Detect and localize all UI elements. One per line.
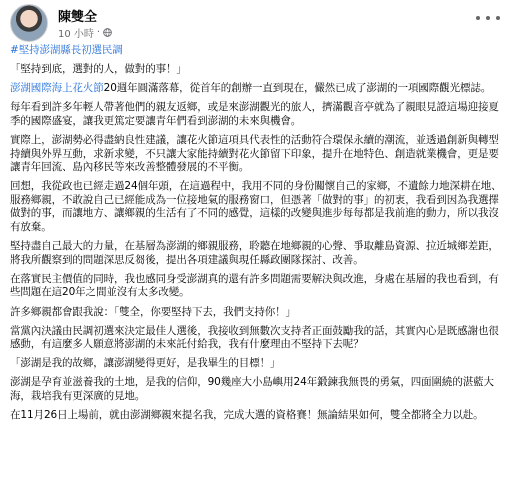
post-meta bbox=[58, 25, 112, 40]
post-header bbox=[10, 4, 502, 44]
paragraph-12: 在11月26日上場前，就由澎湖鄉親來提名我，完成大選的資格賽！無論結果如何，雙全都將全力以赴。 bbox=[10, 409, 484, 422]
paragraph-7: 在落實民主價值的同時，我也感同身受澎湖真的還有許多問題需要解決與改進，身處在基層的我也看到，有些問題在這20年之間並沒有太多改變。 bbox=[10, 272, 499, 299]
paragraph-8: 許多鄉親都會跟我說：「雙全，你要堅持下去，我們支持你！」 bbox=[10, 305, 296, 318]
event-link[interactable]: 澎湖國際海上花火節 bbox=[10, 82, 104, 95]
paragraph-11: 澎湖是孕育並滋養我的土地，是我的信仰，90幾座大小島嶼用24年鍛鍊我無畏的勇氣，四面圍繞的湛藍大海，栽培我有更深廣的見地。 bbox=[10, 376, 494, 402]
paragraph-4: 實際上，澎湖勢必得盡納良性建議，讓花火節這項具代表性的活動符合環保永續的潮流，並透過創新與轉型持續與外界互動，求新求變，不只讓大家能持續對花火節留下印象，提升在地特色、創造就業機會，更是要讓青年回流、島內移民等來改善整體發展的不平衡。 bbox=[10, 133, 499, 174]
paragraph-6: 堅持盡自己最大的力量，在基層為澎湖的鄉親服務，聆聽在地鄉親的心聲、爭取離島資源、拉近城鄉差距，將我所觀察到的問題深思反芻後，提出各項建議與現任縣政團隊探討、改善。 bbox=[10, 240, 499, 266]
author-name[interactable]: 陳雙全 bbox=[58, 10, 98, 25]
more-options-icon[interactable] bbox=[476, 10, 500, 26]
hashtag-link[interactable]: #堅持澎湖縣長初選民調 bbox=[10, 44, 123, 56]
paragraph-5: 回想，我從政也已經走過24個年頭，在這過程中，我用不同的身份關懷自己的家鄉，不遺餘力地深耕在地、服務鄉親，不敢說自己已經能成為一位接地氣的服務窗口，但憑著「做對的事」的初衷，我看到因為我選擇做對的事，而讓地方、讓鄉親的生活有了不同的感覺，這樣的改變與進步每每都是我前進的動力，所以我沒有放棄。 bbox=[10, 180, 502, 234]
paragraph-10: 「澎湖是我的故鄉，讓澎湖變得更好，是我畢生的目標！」 bbox=[10, 357, 281, 370]
paragraph-2 bbox=[10, 82, 504, 96]
globe-icon bbox=[103, 28, 112, 37]
paragraph-2-text: 20週年圓滿落幕，從首年的創辦一直到現在，儼然已成了澎湖的一項國際觀光標誌。 bbox=[103, 82, 492, 95]
paragraph-3: 每年看到許多年輕人帶著他們的親友返鄉，或是來澎湖觀光的旅人，擠滿觀音亭就為了親眼見證這場迎接夏季的國際盛宴，讓我更篤定要讓青年們看到澎湖的未來與機會。 bbox=[10, 101, 499, 127]
paragraph-1: 「堅持到底，選對的人，做對的事！」 bbox=[10, 63, 187, 76]
meta-separator: · bbox=[96, 27, 101, 38]
post-body bbox=[10, 44, 504, 428]
paragraph-9: 當黨內決議由民調初選來決定最佳人選後，我接收到無數次支持者正面鼓勵我的話，其實內心是既感謝也很感動，有這麼多人願意將澎湖的未來託付給我，我有什麼理由不堅持下去呢？ bbox=[10, 324, 499, 351]
avatar[interactable] bbox=[10, 4, 48, 42]
post-time[interactable]: 10 小時 bbox=[58, 29, 94, 40]
